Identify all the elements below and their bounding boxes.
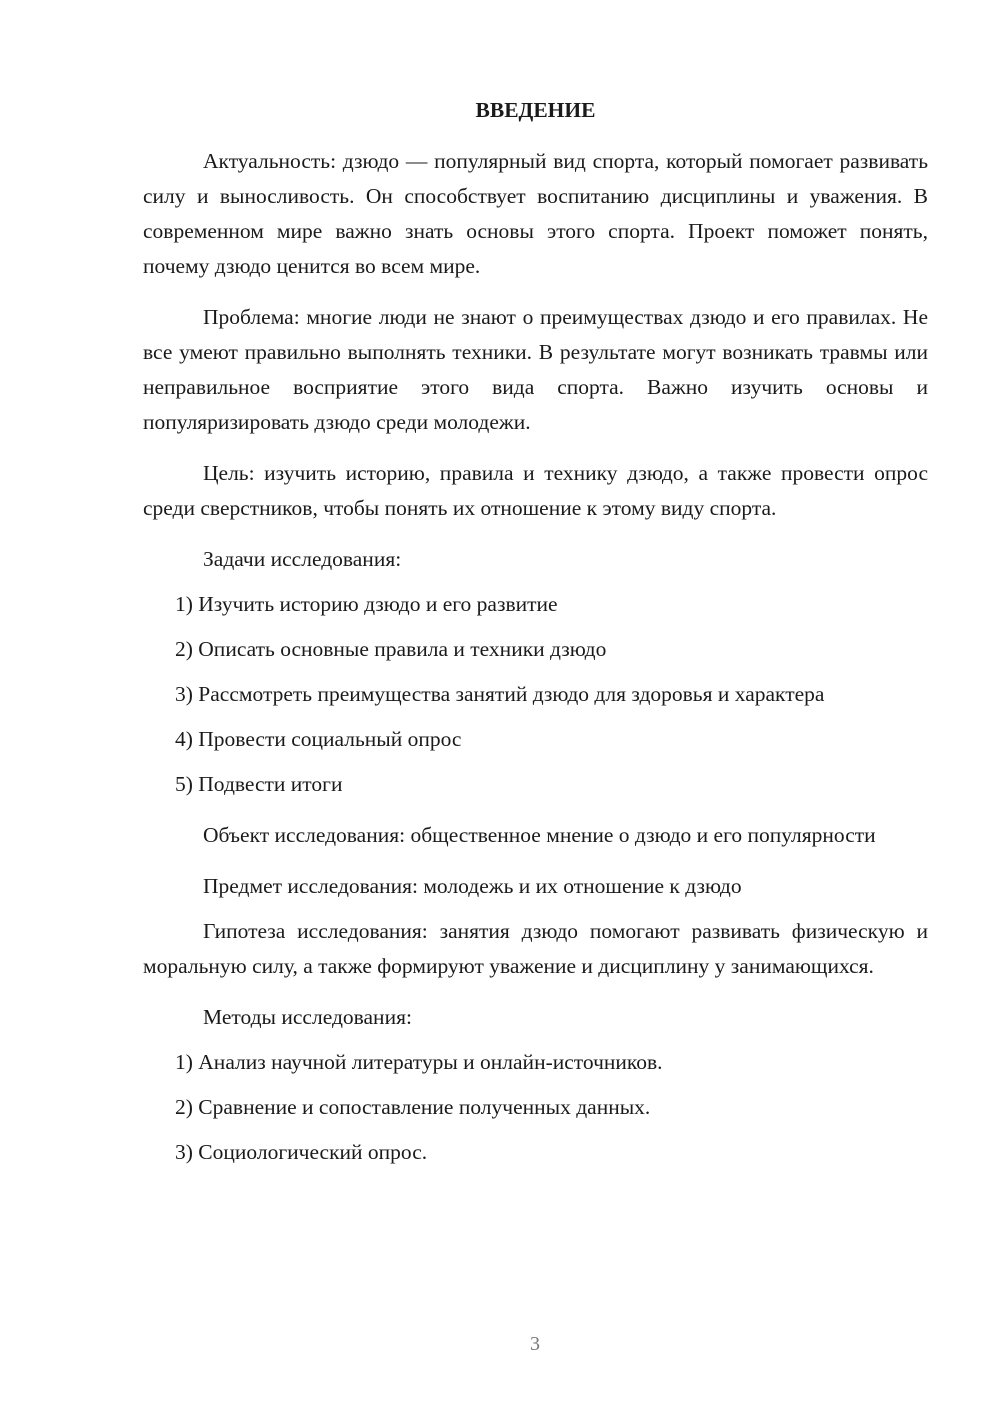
tasks-heading: Задачи исследования: [203, 547, 402, 571]
list-item: 4) Провести социальный опрос [175, 727, 462, 751]
list-item: 1) Анализ научной литературы и онлайн-источников. [175, 1050, 663, 1074]
document-page [143, 93, 928, 1180]
object-paragraph: Объект исследования: общественное мнение о дзюдо и его популярности [203, 823, 876, 847]
list-item: 1) Изучить историю дзюдо и его развитие [175, 592, 558, 616]
page-number: 3 [530, 1333, 540, 1355]
list-item: 3) Социологический опрос. [175, 1140, 428, 1164]
methods-list [143, 1045, 928, 1170]
section-title: ВВЕДЕНИЕ [475, 98, 596, 122]
list-item: 3) Рассмотреть преимущества занятий дзюдо для здоровья и характера [175, 682, 825, 706]
hypothesis-paragraph: Гипотеза исследования: занятия дзюдо помогают развивать физическую и моральную силу, а также формируют уважение и дисциплину у занимающихся. [143, 919, 928, 978]
methods-heading: Методы исследования: [203, 1005, 412, 1029]
subject-paragraph: Предмет исследования: молодежь и их отношение к дзюдо [203, 874, 742, 898]
list-item: 2) Сравнение и сопоставление полученных данных. [175, 1095, 651, 1119]
tasks-list [143, 587, 928, 802]
list-item: 5) Подвести итоги [175, 772, 343, 796]
list-item: 2) Описать основные правила и техники дзюдо [175, 637, 607, 661]
relevance-paragraph: Актуальность: дзюдо — популярный вид спорта, который помогает развивать силу и выносливость. Он способствует воспитанию дисциплины и уважения. В современном мире важно знать основы этого спорта. Проект поможет понять, почему дзюдо ценится во всем мире. [143, 149, 928, 278]
problem-paragraph: Проблема: многие люди не знают о преимуществах дзюдо и его правилах. Не все умеют правильно выполнять техники. В результате могут возникать травмы или неправильное восприятие этого вида спорта. Важно изучить основы и популяризировать дзюдо среди молодежи. [143, 305, 928, 434]
goal-paragraph: Цель: изучить историю, правила и технику дзюдо, а также провести опрос среди сверстников, чтобы понять их отношение к этому виду спорта. [143, 461, 928, 520]
